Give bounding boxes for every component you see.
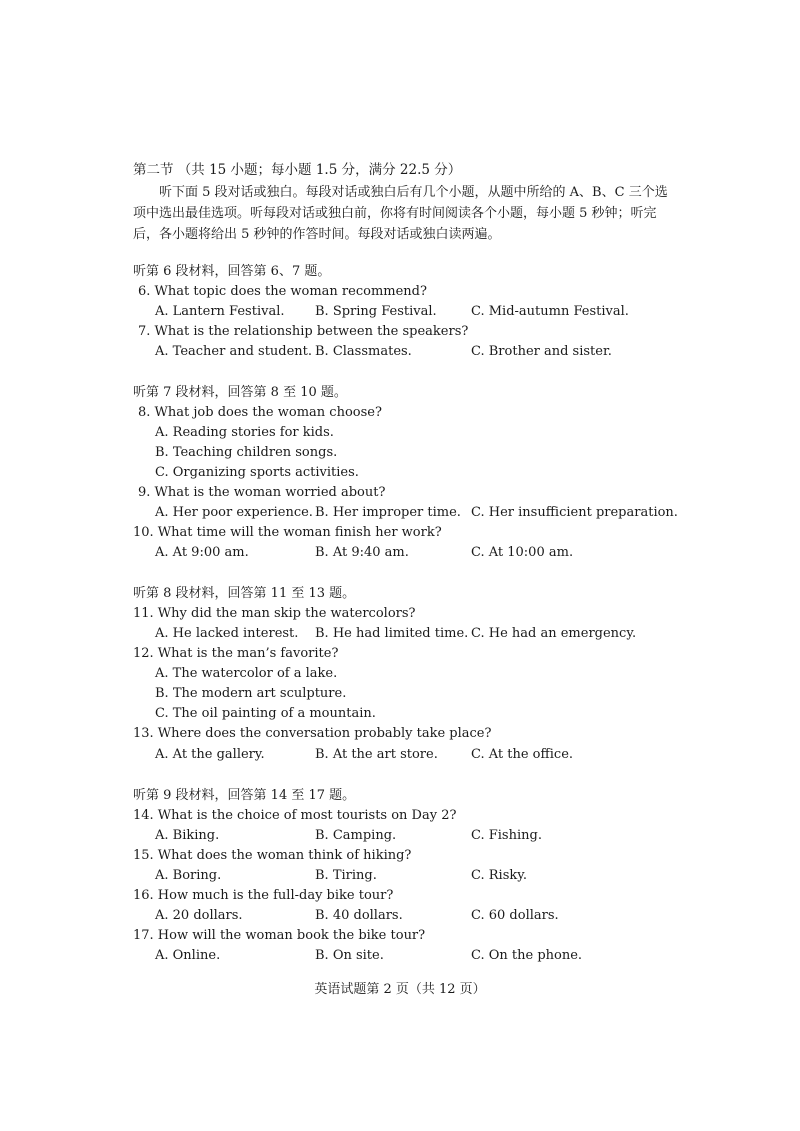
option-b: B. On site.	[315, 948, 384, 963]
option-c: C. At 10:00 am.	[471, 545, 574, 560]
question-stem: 8. What job does the woman choose?	[138, 405, 382, 420]
option-b: B. The modern art sculpture.	[155, 686, 347, 701]
option-a: A. Teacher and student.	[155, 344, 313, 359]
option-a: A. Biking.	[155, 828, 220, 843]
group-header: 听第 8 段材料，回答第 11 至 13 题。	[133, 586, 356, 601]
option-b: B. Tiring.	[315, 868, 377, 883]
question-stem: 12. What is the man’s favorite?	[133, 646, 339, 661]
option-c: C. At the office.	[471, 747, 574, 762]
option-c: C. Mid-autumn Festival.	[471, 304, 629, 319]
option-a: A. He lacked interest.	[155, 626, 299, 641]
question-stem: 17. How will the woman book the bike tour?	[133, 928, 426, 943]
option-b: B. Teaching children songs.	[155, 445, 338, 460]
option-a: A. Online.	[155, 948, 221, 963]
section-title: 第二节 （共 15 小题；每小题 1.5 分，满分 22.5 分）	[133, 162, 462, 178]
option-b: B. Camping.	[315, 828, 397, 843]
option-b: B. 40 dollars.	[315, 908, 403, 923]
option-c: C. Brother and sister.	[471, 344, 612, 359]
question-stem: 16. How much is the full-day bike tour?	[133, 888, 394, 903]
option-b: B. Classmates.	[315, 344, 412, 359]
question-stem: 13. Where does the conversation probably take place?	[133, 726, 492, 741]
question-stem: 14. What is the choice of most tourists on Day 2?	[133, 808, 457, 823]
option-c: C. The oil painting of a mountain.	[155, 706, 376, 721]
option-a: A. Reading stories for kids.	[155, 425, 334, 440]
option-c: C. Her insufficient preparation.	[471, 505, 678, 520]
option-a: A. At the gallery.	[155, 747, 265, 762]
group-header: 听第 6 段材料，回答第 6、7 题。	[133, 264, 331, 279]
option-a: A. Lantern Festival.	[155, 304, 285, 319]
question-stem: 9. What is the woman worried about?	[138, 485, 386, 500]
option-b: B. At the art store.	[315, 747, 438, 762]
option-a: A. 20 dollars.	[155, 908, 243, 923]
option-c: C. Organizing sports activities.	[155, 465, 359, 480]
option-c: C. Risky.	[471, 868, 527, 883]
option-b: B. Spring Festival.	[315, 304, 437, 319]
question-stem: 10. What time will the woman finish her work?	[133, 525, 442, 540]
group-header: 听第 9 段材料，回答第 14 至 17 题。	[133, 788, 356, 803]
option-a: A. Boring.	[155, 868, 222, 883]
option-b: B. Her improper time.	[315, 505, 461, 520]
option-c: C. He had an emergency.	[471, 626, 637, 641]
option-c: C. On the phone.	[471, 948, 583, 963]
option-a: A. At 9:00 am.	[155, 545, 249, 560]
group-header: 听第 7 段材料，回答第 8 至 10 题。	[133, 385, 347, 400]
question-stem: 15. What does the woman think of hiking?	[133, 848, 412, 863]
question-stem: 6. What topic does the woman recommend?	[138, 284, 427, 299]
section-instructions: 听下面 5 段对话或独白。每段对话或独白后有几个小题，从题中所给的 A、B、C 三个选项中选出最佳选项。听每段对话或独白前，你将有时间阅读各个小题，每小题 5 秒钟；听完后，各小题将给出 5 秒钟的作答时间。每段对话或独白读两遍。	[133, 185, 668, 242]
option-c: C. Fishing.	[471, 828, 542, 843]
option-b: B. At 9:40 am.	[315, 545, 409, 560]
page-footer: 英语试题第 2 页（共 12 页）	[314, 982, 486, 997]
option-b: B. He had limited time.	[315, 626, 469, 641]
question-stem: 7. What is the relationship between the speakers?	[138, 324, 469, 339]
option-a: A. Her poor experience.	[155, 505, 313, 520]
option-a: A. The watercolor of a lake.	[155, 666, 338, 681]
question-stem: 11. Why did the man skip the watercolors?	[133, 606, 416, 621]
option-c: C. 60 dollars.	[471, 908, 559, 923]
